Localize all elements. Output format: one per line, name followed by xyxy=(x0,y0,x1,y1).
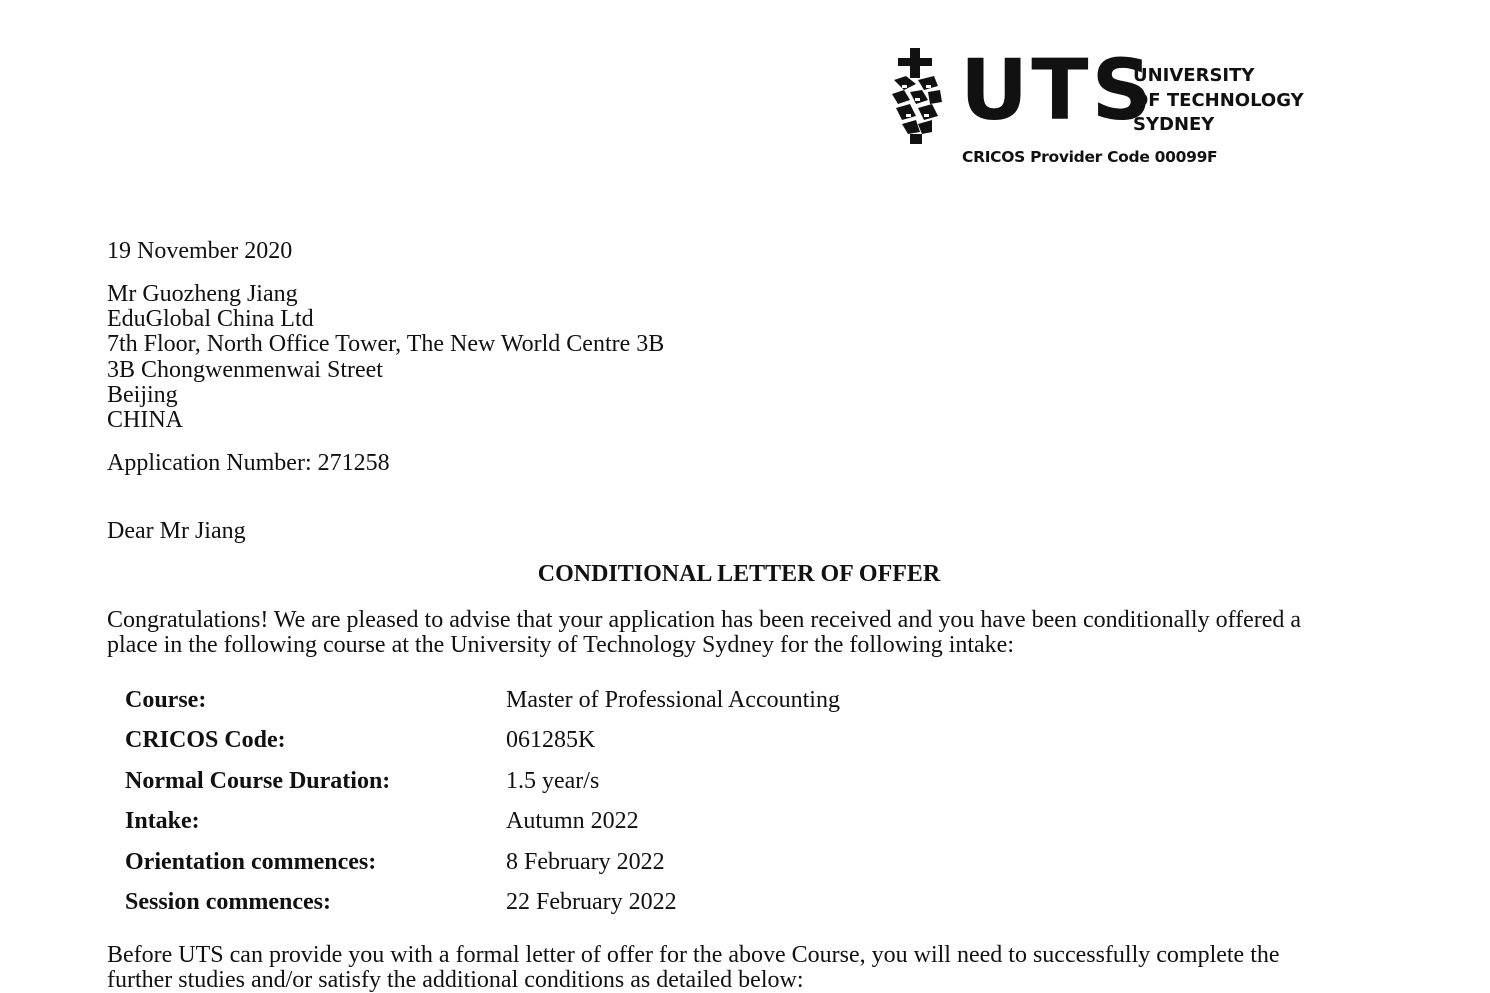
paragraph-line: Congratulations! We are pleased to advise that your application has been received and you have been conditionally offered a xyxy=(107,607,1302,633)
uts-wordmark: UTS xyxy=(960,41,1156,139)
address-line: CHINA xyxy=(107,407,183,434)
detail-value: 1.5 year/s xyxy=(506,767,600,794)
detail-label: CRICOS Code: xyxy=(125,727,286,754)
detail-value: 8 February 2022 xyxy=(506,848,665,875)
detail-value: Master of Professional Accounting xyxy=(506,687,840,713)
detail-value: Autumn 2022 xyxy=(506,808,639,835)
conditions-paragraph xyxy=(107,943,1377,993)
salutation: Dear Mr Jiang xyxy=(107,518,246,544)
intro-paragraph xyxy=(107,608,1377,658)
university-name-line: OF TECHNOLOGY xyxy=(1133,89,1304,111)
university-name-line: UNIVERSITY xyxy=(1133,65,1255,86)
detail-label: Normal Course Duration: xyxy=(125,767,391,794)
recipient-address xyxy=(107,282,664,433)
uts-logo xyxy=(888,41,1318,176)
uts-emblem-icon xyxy=(888,46,944,146)
paragraph-line: Before UTS can provide you with a formal letter of offer for the above Course, you will need to successfully complete the xyxy=(107,942,1280,968)
address-line: Beijing xyxy=(107,381,178,408)
letter-date: 19 November 2020 xyxy=(107,238,293,264)
detail-value: 061285K xyxy=(506,727,596,754)
detail-value: 22 February 2022 xyxy=(506,888,677,915)
detail-label: Session commences: xyxy=(125,888,331,915)
address-line: 3B Chongwenmenwai Street xyxy=(107,356,383,383)
detail-label: Orientation commences: xyxy=(125,848,377,875)
paragraph-line: further studies and/or satisfy the additional conditions as detailed below: xyxy=(107,967,804,993)
address-line: EduGlobal China Ltd xyxy=(107,306,314,333)
application-number: Application Number: 271258 xyxy=(107,450,390,476)
cricos-provider-code: CRICOS Provider Code 00099F xyxy=(962,148,1218,166)
university-name-line: SYDNEY xyxy=(1133,114,1215,135)
address-line: 7th Floor, North Office Tower, The New World Centre 3B xyxy=(107,331,665,358)
paragraph-line: place in the following course at the University of Technology Sydney for the following intake: xyxy=(107,632,1014,658)
university-name xyxy=(1133,64,1304,138)
detail-label: Course: xyxy=(125,687,207,713)
address-line: Mr Guozheng Jiang xyxy=(107,281,298,307)
letter-heading: CONDITIONAL LETTER OF OFFER xyxy=(537,561,941,587)
detail-label: Intake: xyxy=(125,808,200,835)
